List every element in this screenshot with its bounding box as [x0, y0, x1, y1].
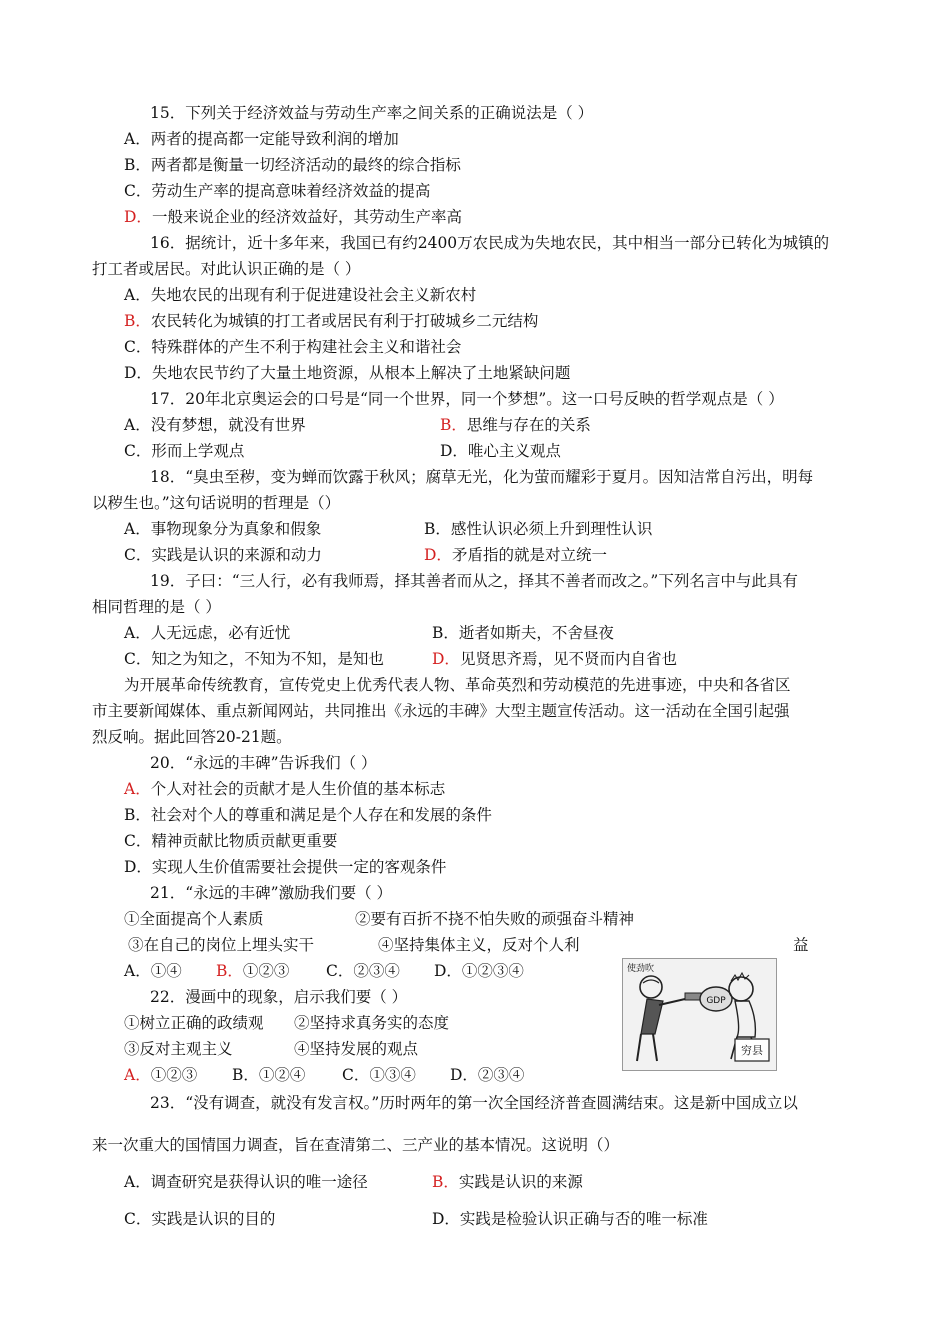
- option-text: 农民转化为城镇的打工者或居民有利于打破城乡二元结构: [150, 312, 539, 330]
- q16-option-a: A．失地农民的出现有利于促进建设社会主义新农村: [124, 286, 477, 304]
- q21-item-3: ③在自己的岗位上埋头实干: [128, 936, 315, 954]
- answer-key-letter: A．: [124, 780, 151, 798]
- q23-option-d: D．实践是检验认识正确与否的唯一标准: [432, 1210, 708, 1228]
- q15-option-b: B．两者都是衡量一切经济活动的最终的综合指标: [124, 156, 461, 174]
- q22-item-4: ④坚持发展的观点: [294, 1040, 419, 1058]
- q21-item-4-tail: 益: [793, 936, 809, 954]
- passage-line3: 烈反响。据此回答20-21题。: [92, 728, 292, 746]
- q19-option-c: C．知之为知之，不知为不知，是知也: [124, 650, 384, 668]
- q22-option-a: [124, 1064, 197, 1086]
- q21-option-c: C．②③④: [326, 962, 400, 980]
- q21-option-a: A．①④: [124, 962, 182, 980]
- q21-item-4: ④坚持集体主义，反对个人利: [378, 936, 580, 954]
- q20-option-b: B．社会对个人的尊重和满足是个人存在和发展的条件: [124, 806, 492, 824]
- passage-line1: 为开展革命传统教育，宣传党史上优秀代表人物、革命英烈和劳动模范的先进事迹，中央和各省区: [124, 676, 791, 694]
- q23-option-a: A．调查研究是获得认识的唯一途径: [124, 1173, 368, 1191]
- q22-item-2: ②坚持求真务实的态度: [294, 1014, 450, 1032]
- q22-option-b: B．①②④: [232, 1066, 306, 1084]
- q22-option-d: D．②③④: [450, 1066, 525, 1084]
- q19-option-b: B．逝者如斯夫，不舍昼夜: [432, 624, 614, 642]
- q15-option-a: A．两者的提高都一定能导致利润的增加: [124, 130, 399, 148]
- cartoon-caption: 使劲吹: [627, 964, 655, 974]
- q15-option-c: C．劳动生产率的提高意味着经济效益的提高: [124, 182, 431, 200]
- q18-option-a: A．事物现象分为真象和假象: [124, 520, 322, 538]
- q16-option-b: [124, 310, 538, 332]
- answer-key-letter: D．: [124, 208, 152, 226]
- q23-stem-line2: 来一次重大的国情国力调查，旨在查清第二、三产业的基本情况。这说明（）: [92, 1136, 620, 1154]
- q16-stem-line1: 16．据统计，近十多年来，我国已有约2400万农民成为失地农民，其中相当一部分已转化为城镇的: [150, 234, 830, 252]
- answer-key-letter: B．: [124, 312, 151, 330]
- q18-stem-line2: 以秽生也。”这句话说明的哲理是（）: [92, 494, 341, 512]
- q23-option-c: C．实践是认识的目的: [124, 1210, 276, 1228]
- q17-option-d: D．唯心主义观点: [440, 442, 561, 460]
- q20-option-c: C．精神贡献比物质贡献更重要: [124, 832, 338, 850]
- q19-stem-line2: 相同哲理的是（ ）: [92, 598, 221, 616]
- option-text: 实践是认识的来源: [458, 1173, 583, 1191]
- q21-item-1: ①全面提高个人素质: [124, 910, 264, 928]
- q18-option-c: C．实践是认识的来源和动力: [124, 546, 322, 564]
- q17-option-a: A．没有梦想，就没有世界: [124, 416, 306, 434]
- answer-key-letter: B．: [432, 1173, 459, 1191]
- q22-stem: 22．漫画中的现象，启示我们要（ ）: [150, 988, 408, 1006]
- q15-option-d: [124, 206, 462, 228]
- q15-stem: 15．下列关于经济效益与劳动生产率之间关系的正确说法是（ ）: [150, 104, 594, 122]
- option-text: 矛盾指的就是对立统一: [451, 546, 607, 564]
- option-text: ①②③: [242, 962, 290, 980]
- q20-option-d: D．实现人生价值需要社会提供一定的客观条件: [124, 858, 447, 876]
- answer-key-letter: D．: [432, 650, 460, 668]
- q21-option-d: D．①②③④: [434, 962, 524, 980]
- balloon-label: GDP: [706, 996, 726, 1006]
- q16-option-c: C．特殊群体的产生不利于构建社会主义和谐社会: [124, 338, 462, 356]
- q22-item-3: ③反对主观主义: [124, 1040, 233, 1058]
- option-text: 思维与存在的关系: [466, 416, 591, 434]
- answer-key-letter: A．: [124, 1066, 151, 1084]
- q22-item-1: ①树立正确的政绩观: [124, 1014, 264, 1032]
- q22-option-c: C．①③④: [342, 1066, 416, 1084]
- box-label: 穷县: [741, 1044, 763, 1057]
- q20-stem: 20．“永远的丰碑”告诉我们（ ）: [150, 754, 377, 772]
- q18-option-b: B．感性认识必须上升到理性认识: [424, 520, 653, 538]
- q19-stem-line1: 19．子曰：“三人行，必有我师焉，择其善者而从之，择其不善者而改之。”下列名言中与此具有: [150, 572, 798, 590]
- q21-item-2: ②要有百折不挠不怕失败的顽强奋斗精神: [355, 910, 635, 928]
- answer-key-letter: D．: [424, 546, 452, 564]
- passage-line2: 市主要新闻媒体、重点新闻网站，共同推出《永远的丰碑》大型主题宣传活动。这一活动在全国引起强: [92, 702, 790, 720]
- q17-option-b: [440, 414, 591, 436]
- q20-option-a: [124, 778, 445, 800]
- option-text: 个人对社会的贡献才是人生价值的基本标志: [150, 780, 446, 798]
- q23-stem-line1: 23．“没有调查，就没有发言权。”历时两年的第一次全国经济普查圆满结束。这是新中国成立以: [150, 1094, 798, 1112]
- q17-stem: 17．20年北京奥运会的口号是“同一个世界，同一个梦想”。这一口号反映的哲学观点是（ ）: [150, 390, 784, 408]
- q23-option-b: [432, 1171, 583, 1193]
- q21-option-b: [216, 960, 289, 982]
- q18-stem-line1: 18．“臭虫至秽，变为蝉而饮露于秋风；腐草无光，化为萤而耀彩于夏月。因知洁常自污出，明每: [150, 468, 814, 486]
- option-text: ①②③: [150, 1066, 198, 1084]
- answer-key-letter: B．: [216, 962, 243, 980]
- q19-option-d: [432, 648, 677, 670]
- gdp-cartoon-image: [622, 958, 777, 1071]
- answer-key-letter: B．: [440, 416, 467, 434]
- q16-stem-line2: 打工者或居民。对此认识正确的是（ ）: [92, 260, 361, 278]
- q16-option-d: D．失地农民节约了大量土地资源，从根本上解决了土地紧缺问题: [124, 364, 571, 382]
- q17-option-c: C．形而上学观点: [124, 442, 245, 460]
- q21-stem: 21．“永远的丰碑”激励我们要（ ）: [150, 884, 392, 902]
- option-text: 见贤思齐焉，见不贤而内自省也: [459, 650, 677, 668]
- q19-option-a: A．人无远虑，必有近忧: [124, 624, 291, 642]
- cartoon-drawing: [623, 959, 776, 1070]
- q18-option-d: [424, 544, 607, 566]
- option-text: 一般来说企业的经济效益好，其劳动生产率高: [151, 208, 462, 226]
